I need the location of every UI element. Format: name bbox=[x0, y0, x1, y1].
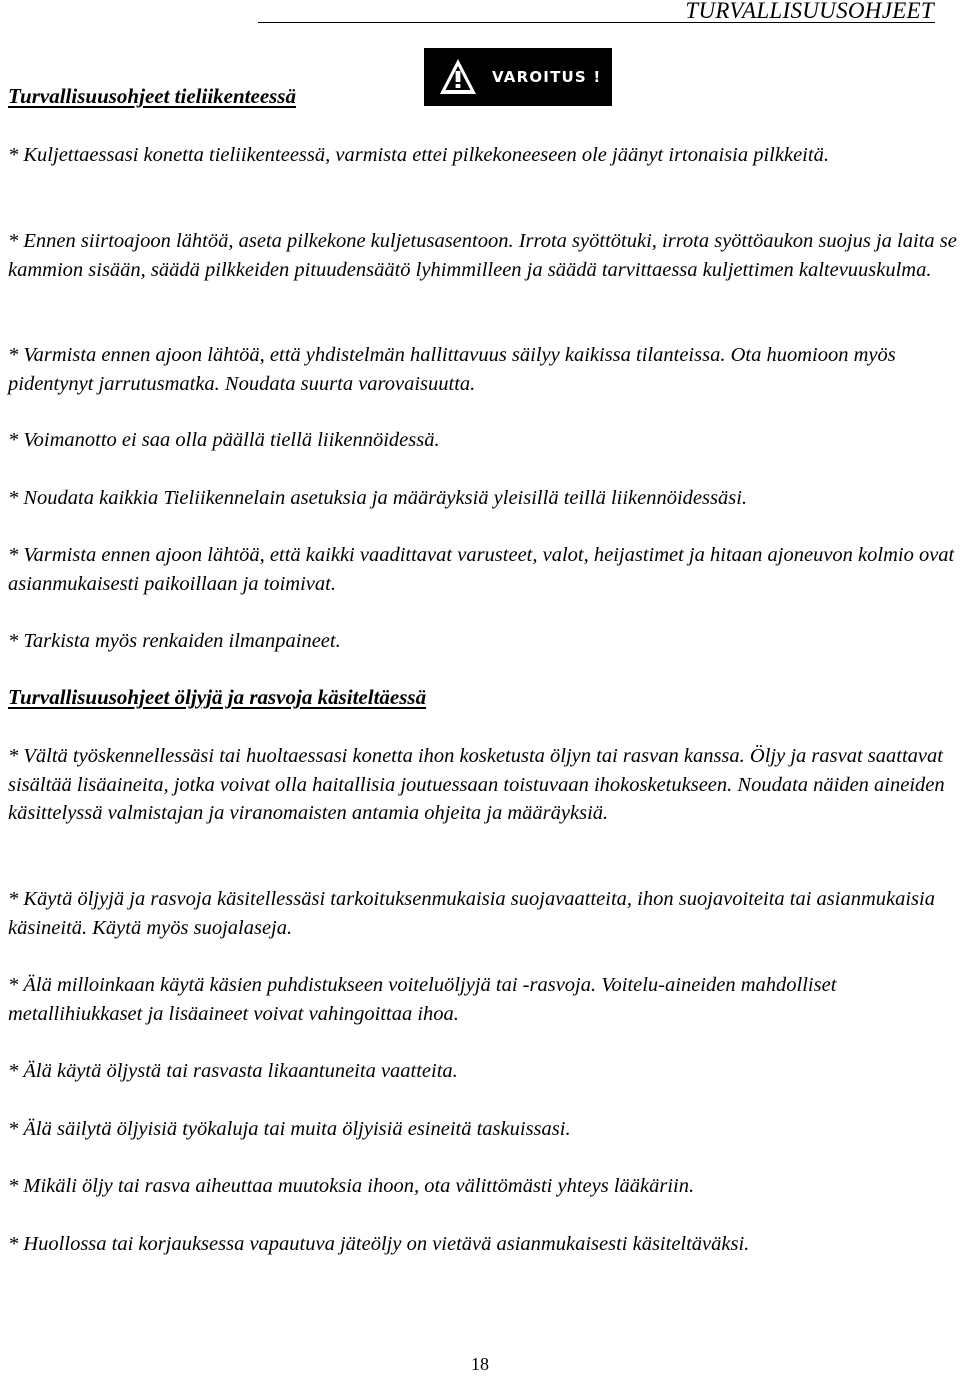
traffic-paragraph-1: * Kuljettaessasi konetta tieliikenteessä, varmista ettei pilkekoneeseen ole jäänyt irtonaisia pilkkeitä. bbox=[8, 144, 829, 166]
traffic-paragraph-4: * Voimanotto ei saa olla päällä tiellä liikennöidessä. bbox=[8, 429, 440, 451]
traffic-paragraph-5: * Noudata kaikkia Tieliikennelain asetuksia ja määräyksiä yleisillä teillä liikennöidessäsi. bbox=[8, 487, 748, 509]
oil-paragraph-5: * Älä säilytä öljyisiä työkaluja tai muita öljyisiä esineitä taskuissasi. bbox=[8, 1118, 571, 1140]
oil-paragraph-2: * Käytä öljyjä ja rasvoja käsitellessäsi tarkoituksenmukaisia suojavaatteita, ihon suojavoiteita tai asianmukaisia käsineitä. Käytä myös suojalaseja. bbox=[8, 888, 935, 939]
oil-paragraph-1: * Vältä työskennellessäsi tai huoltaessasi konetta ihon kosketusta öljyn tai rasvan kanssa. Öljy ja rasvat saattavat sisältää lisäaineita, jotka voivat olla haitallisia joutuessaan toistuvaan ihokosketukseen. Noudata näiden aineiden käsittelyssä valmistajan ja viranomaisten antamia ohjeita ja määräyksiä. bbox=[8, 745, 945, 824]
oil-paragraph-7: * Huollossa tai korjauksessa vapautuva jäteöljy on vietävä asianmukaisesti käsiteltäväksi. bbox=[8, 1233, 750, 1255]
traffic-paragraph-7: * Tarkista myös renkaiden ilmanpaineet. bbox=[8, 630, 341, 652]
page-number: 18 bbox=[471, 1354, 489, 1374]
oil-paragraph-3: * Älä milloinkaan käytä käsien puhdistukseen voiteluöljyjä tai -rasvoja. Voitelu-aineiden mahdolliset metallihiukkaset ja lisäaineet voivat vahingoittaa ihoa. bbox=[8, 974, 837, 1025]
oil-paragraph-4: * Älä käytä öljystä tai rasvasta likaantuneita vaatteita. bbox=[8, 1060, 458, 1082]
traffic-paragraph-6: * Varmista ennen ajoon lähtöä, että kaikki vaadittavat varusteet, valot, heijastimet ja hitaan ajoneuvon kolmio ovat asianmukaisesti paikoillaan ja toimivat. bbox=[8, 544, 955, 595]
warning-triangle-icon bbox=[438, 57, 478, 97]
warning-badge bbox=[424, 48, 612, 106]
traffic-paragraph-3: * Varmista ennen ajoon lähtöä, että yhdistelmän hallittavuus säilyy kaikissa tilanteissa. Ota huomioon myös pidentynyt jarrutusmatka. Noudata suurta varovaisuutta. bbox=[8, 344, 896, 395]
section-heading-traffic: Turvallisuusohjeet tieliikenteessä bbox=[8, 84, 296, 108]
traffic-paragraph-2: * Ennen siirtoajoon lähtöä, aseta pilkekone kuljetusasentoon. Irrota syöttötuki, irrota syöttöaukon suojus ja laita se kammion sisään, säädä pilkkeiden pituudensäätö lyhimmilleen ja säädä tarvittaessa kuljettimen kaltevuuskulma. bbox=[8, 230, 957, 281]
section-heading-oil: Turvallisuusohjeet öljyjä ja rasvoja käsiteltäessä bbox=[8, 685, 427, 709]
running-header-title: TURVALLISUUSOHJEET bbox=[685, 0, 934, 23]
warning-label: VAROITUS ! bbox=[492, 68, 602, 86]
oil-paragraph-6: * Mikäli öljy tai rasva aiheuttaa muutoksia ihoon, ota välittömästi yhteys lääkäriin. bbox=[8, 1175, 695, 1197]
